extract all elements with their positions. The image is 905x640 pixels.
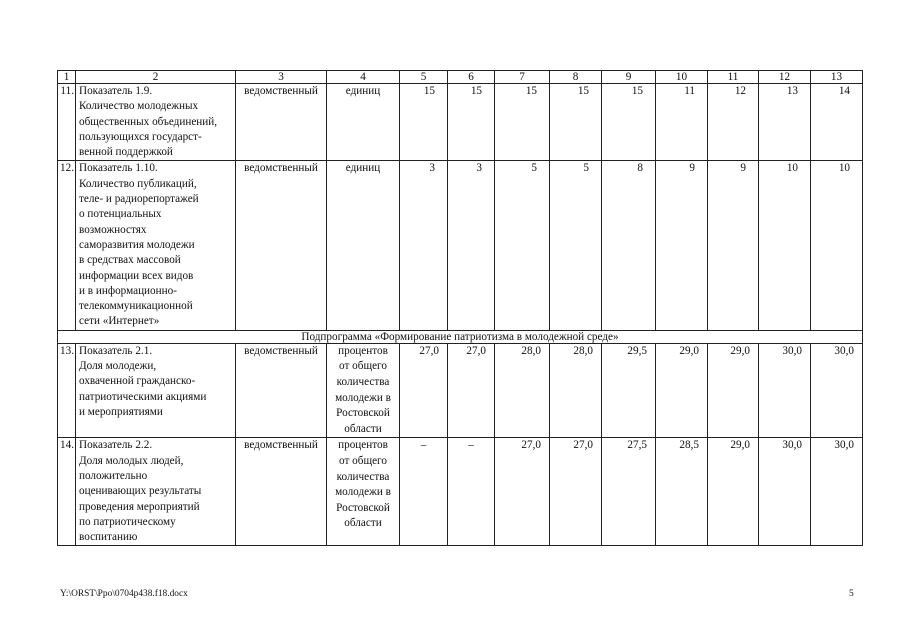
unit-cell bbox=[327, 161, 400, 330]
value-cell: 29,0 bbox=[708, 438, 759, 546]
value-cell: 3 bbox=[448, 161, 495, 330]
value-cell: 15 bbox=[550, 84, 602, 161]
indicator-line: Показатель 1.10. bbox=[79, 162, 158, 175]
indicator-line: по патриотическому bbox=[79, 515, 176, 528]
page-number: 5 bbox=[849, 589, 854, 599]
indicator-line: телекоммуникационной bbox=[79, 300, 193, 313]
indicator-line: Показатель 2.2. bbox=[79, 439, 153, 452]
indicator-line: Доля молодежи, bbox=[79, 360, 157, 373]
value-cell: 14 bbox=[811, 84, 863, 161]
column-number-6: 6 bbox=[448, 71, 495, 84]
unit-cell bbox=[327, 343, 400, 438]
table-row bbox=[58, 343, 863, 438]
row-number: 12. bbox=[58, 161, 76, 330]
value-cell: 5 bbox=[495, 161, 550, 330]
indicator-line: Показатель 2.1. bbox=[79, 344, 153, 357]
indicator-line: Доля молодых людей, bbox=[79, 454, 184, 467]
value-cell: 10 bbox=[811, 161, 863, 330]
unit-line: количества bbox=[336, 470, 390, 483]
indicator-type: ведомственный bbox=[236, 438, 327, 546]
row-number: 14. bbox=[58, 438, 76, 546]
value-cell: 10 bbox=[759, 161, 811, 330]
row-number: 13. bbox=[58, 343, 76, 438]
value-cell: 15 bbox=[602, 84, 656, 161]
unit-line: области bbox=[344, 517, 382, 530]
indicator-line: сети «Интернет» bbox=[79, 315, 160, 328]
indicator-line: возможностях bbox=[79, 223, 147, 236]
indicator-line: Количество молодежных bbox=[79, 100, 199, 113]
indicator-cell bbox=[76, 161, 236, 330]
indicator-table bbox=[57, 70, 863, 546]
indicator-line: саморазвития молодежи bbox=[79, 238, 195, 251]
indicator-line: о потенциальных bbox=[79, 208, 162, 221]
indicator-line: Количество публикаций, bbox=[79, 177, 197, 190]
indicator-cell bbox=[76, 438, 236, 546]
unit-line: единиц bbox=[345, 85, 381, 97]
value-cell: 28,0 bbox=[495, 343, 550, 438]
indicator-line: и в информационно- bbox=[79, 284, 177, 297]
column-number-4: 4 bbox=[327, 71, 400, 84]
value-cell: 9 bbox=[656, 161, 708, 330]
indicator-line: положительно bbox=[79, 469, 148, 482]
value-cell: 28,0 bbox=[550, 343, 602, 438]
indicator-type: ведомственный bbox=[236, 161, 327, 330]
section-title: Подпрограмма «Формирование патриотизма в молодежной среде» bbox=[58, 330, 863, 343]
value-cell: 8 bbox=[602, 161, 656, 330]
column-number-11: 11 bbox=[708, 71, 759, 84]
value-cell: 27,0 bbox=[550, 438, 602, 546]
column-number-7: 7 bbox=[495, 71, 550, 84]
indicator-line: в средствах массовой bbox=[79, 254, 181, 267]
column-number-10: 10 bbox=[656, 71, 708, 84]
value-cell: 27,0 bbox=[448, 343, 495, 438]
table-row bbox=[58, 161, 863, 330]
column-number-9: 9 bbox=[602, 71, 656, 84]
indicator-cell bbox=[76, 343, 236, 438]
value-cell: 29,5 bbox=[602, 343, 656, 438]
unit-line: Ростовской bbox=[336, 501, 390, 514]
value-cell: 15 bbox=[448, 84, 495, 161]
indicator-line: Показатель 1.9. bbox=[79, 85, 153, 97]
row-number: 11. bbox=[58, 84, 76, 161]
file-path: Y:\ORST\Ppo\0704p438.f18.docx bbox=[60, 589, 188, 599]
column-number-5: 5 bbox=[400, 71, 448, 84]
value-cell: 30,0 bbox=[811, 438, 863, 546]
value-cell: 15 bbox=[400, 84, 448, 161]
indicator-cell bbox=[76, 84, 236, 161]
value-cell: – bbox=[400, 438, 448, 546]
indicator-line: оценивающих результаты bbox=[79, 485, 202, 498]
indicator-line: охваченной гражданско- bbox=[79, 375, 196, 388]
unit-line: единиц bbox=[345, 162, 381, 175]
value-cell: 30,0 bbox=[811, 343, 863, 438]
section-row bbox=[58, 330, 863, 343]
indicator-type: ведомственный bbox=[236, 84, 327, 161]
table-row bbox=[58, 84, 863, 161]
unit-line: Ростовской bbox=[336, 407, 390, 420]
unit-line: молодежи в bbox=[335, 391, 391, 404]
value-cell: 30,0 bbox=[759, 343, 811, 438]
unit-line: от общего bbox=[339, 360, 387, 373]
indicator-line: пользующихся государст- bbox=[79, 130, 202, 143]
column-number-3: 3 bbox=[236, 71, 327, 84]
unit-cell bbox=[327, 84, 400, 161]
unit-line: области bbox=[344, 422, 382, 435]
value-cell: – bbox=[448, 438, 495, 546]
unit-line: количества bbox=[336, 375, 390, 388]
indicator-line: патриотическими акциями bbox=[79, 390, 207, 403]
unit-line: молодежи в bbox=[335, 486, 391, 499]
value-cell: 11 bbox=[656, 84, 708, 161]
column-number-1: 1 bbox=[58, 71, 76, 84]
unit-line: процентов bbox=[338, 439, 388, 452]
column-number-8: 8 bbox=[550, 71, 602, 84]
value-cell: 3 bbox=[400, 161, 448, 330]
indicator-type: ведомственный bbox=[236, 343, 327, 438]
indicator-line: и мероприятиями bbox=[79, 405, 163, 418]
table-row bbox=[58, 438, 863, 546]
column-number-2: 2 bbox=[76, 71, 236, 84]
column-number-13: 13 bbox=[811, 71, 863, 84]
value-cell: 15 bbox=[495, 84, 550, 161]
indicator-line: теле- и радиорепортажей bbox=[79, 193, 199, 206]
header-row bbox=[58, 71, 863, 84]
value-cell: 29,0 bbox=[708, 343, 759, 438]
unit-line: процентов bbox=[338, 344, 388, 357]
indicator-line: общественных объединений, bbox=[79, 115, 218, 128]
value-cell: 12 bbox=[708, 84, 759, 161]
value-cell: 9 bbox=[708, 161, 759, 330]
value-cell: 27,5 bbox=[602, 438, 656, 546]
value-cell: 13 bbox=[759, 84, 811, 161]
value-cell: 27,0 bbox=[400, 343, 448, 438]
unit-cell bbox=[327, 438, 400, 546]
value-cell: 5 bbox=[550, 161, 602, 330]
value-cell: 30,0 bbox=[759, 438, 811, 546]
value-cell: 27,0 bbox=[495, 438, 550, 546]
column-number-12: 12 bbox=[759, 71, 811, 84]
value-cell: 28,5 bbox=[656, 438, 708, 546]
indicator-line: венной поддержкой bbox=[79, 146, 173, 159]
indicator-line: воспитанию bbox=[79, 531, 138, 544]
indicator-line: информации всех видов bbox=[79, 269, 194, 282]
value-cell: 29,0 bbox=[656, 343, 708, 438]
unit-line: от общего bbox=[339, 454, 387, 467]
indicator-line: проведения мероприятий bbox=[79, 500, 200, 513]
